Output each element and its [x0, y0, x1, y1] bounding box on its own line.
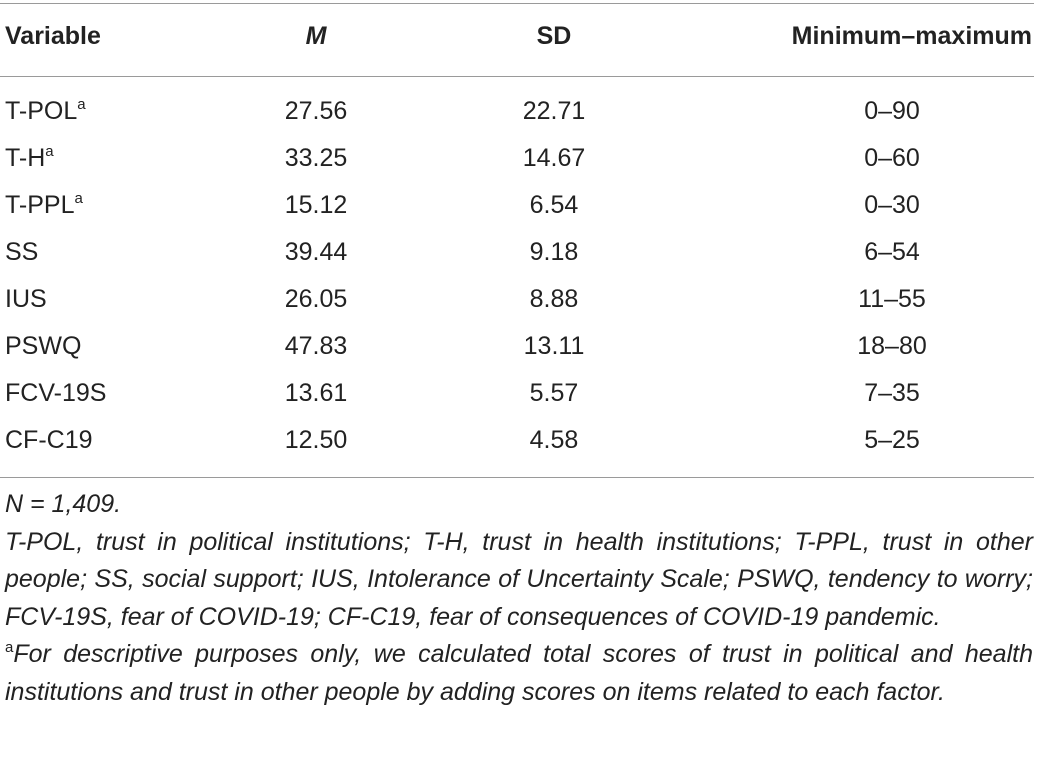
- header-min-max: Minimum–maximum: [791, 22, 1032, 50]
- cell-sd: 5.57: [529, 379, 579, 407]
- cell-variable: T-H$^a$: [5, 143, 54, 172]
- cell-variable: T-POL$^a$: [5, 96, 86, 125]
- header-mean: M: [305, 22, 327, 50]
- footnote-marker: a: [5, 639, 14, 656]
- table-row: [0, 417, 1038, 464]
- cell-min-max: 18–80: [857, 332, 927, 360]
- cell-variable: IUS: [5, 285, 47, 313]
- cell-mean: 27.56: [284, 97, 348, 125]
- footnote-marker: a: [45, 143, 54, 160]
- table-body: [0, 88, 1038, 464]
- cell-min-max: 5–25: [864, 426, 920, 454]
- cell-variable: CF-C19: [5, 426, 93, 454]
- cell-mean: 33.25: [284, 144, 348, 172]
- note-sample-size: N = 1,409.: [5, 490, 122, 518]
- cell-sd: 9.18: [529, 238, 579, 266]
- cell-min-max: 11–55: [858, 285, 926, 313]
- table-row: [0, 323, 1038, 370]
- footnote-marker: a: [74, 190, 83, 207]
- cell-sd: 6.54: [529, 191, 579, 219]
- cell-mean: 26.05: [284, 285, 348, 313]
- cell-variable: FCV-19S: [5, 379, 107, 407]
- cell-min-max: 0–90: [864, 97, 920, 125]
- header-variable: Variable: [5, 22, 101, 50]
- cell-sd: 4.58: [529, 426, 579, 454]
- cell-sd: 8.88: [529, 285, 579, 313]
- cell-min-max: 0–30: [864, 191, 920, 219]
- cell-mean: 39.44: [284, 238, 348, 266]
- footnote-text: For descriptive purposes only, we calculated total scores of trust in political and health institutions and trust in other people by adding scores on items related to each factor.: [5, 640, 1033, 706]
- cell-sd: 14.67: [522, 144, 586, 172]
- cell-variable: PSWQ: [5, 332, 82, 360]
- cell-variable: SS: [5, 238, 39, 266]
- cell-mean: 15.12: [284, 191, 348, 219]
- table-bottom-rule: [0, 477, 1034, 478]
- table-row: [0, 370, 1038, 417]
- table-row: [0, 182, 1038, 229]
- cell-mean: 12.50: [284, 426, 348, 454]
- cell-mean: 13.61: [284, 379, 348, 407]
- cell-min-max: 7–35: [864, 379, 920, 407]
- table-header-rule: [0, 76, 1034, 77]
- note-abbreviations: T-POL, trust in political institutions; T-H, trust in health institutions; T-PPL, trust in other people; SS, social support; IUS, Intolerance of Uncertainty Scale; PSWQ, tendency to worry; FCV-19S, fear of COVID-19; CF-C19, fear of consequences of COVID-19 pandemic.: [5, 527, 1033, 631]
- cell-mean: 47.83: [284, 332, 348, 360]
- cell-variable: T-PPL$^a$: [5, 190, 83, 219]
- table-top-rule: [0, 3, 1034, 4]
- cell-min-max: 0–60: [864, 144, 920, 172]
- table-row: [0, 276, 1038, 323]
- table-row: [0, 135, 1038, 182]
- table-header-row: [0, 22, 1038, 58]
- table-row: [0, 229, 1038, 276]
- table-notes: [5, 486, 1033, 711]
- header-sd: SD: [536, 22, 572, 50]
- cell-min-max: 6–54: [864, 238, 920, 266]
- footnote-marker: a: [77, 96, 86, 113]
- cell-sd: 13.11: [523, 332, 585, 360]
- table-row: [0, 88, 1038, 135]
- cell-sd: 22.71: [522, 97, 586, 125]
- note-footnote: [5, 636, 1033, 711]
